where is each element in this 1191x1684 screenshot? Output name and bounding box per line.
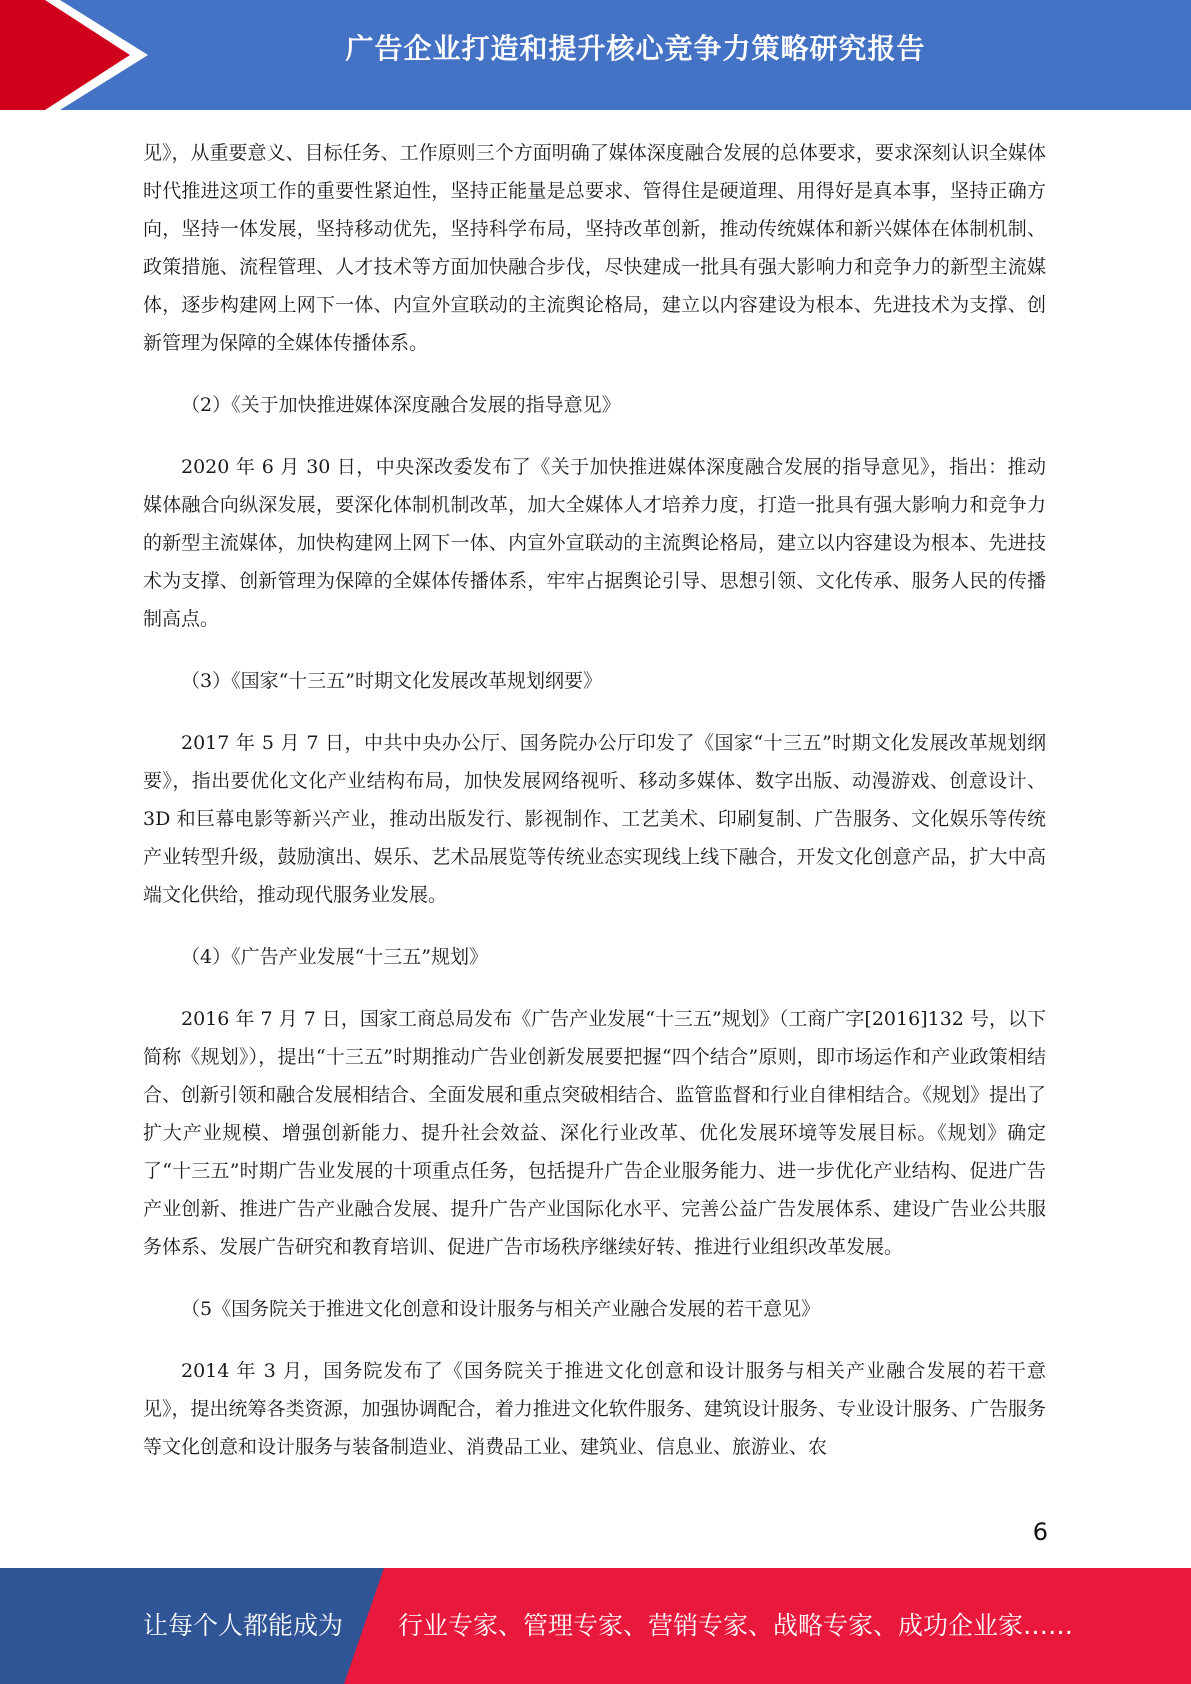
page-footer	[0, 1568, 1191, 1684]
section-heading-3: （3）《国家“十三五”时期文化发展改革规划纲要》	[181, 670, 603, 692]
footer-slogan-left: 让每个人都能成为	[143, 1611, 344, 1640]
paragraph-3: 2017 年 5 月 7 日，中共中央办公厅、国务院办公厅印发了《国家“十三五”时期文化发展改革规划纲要》，指出要优化文化产业结构布局，加快发展网络视听、移动多媒体、数字出版、动漫游戏、创意设计、3D 和巨幕电影等新兴产业，推动出版发行、影视制作、工艺美术、印刷复制、广告服务、文化娱乐等传统产业转型升级，鼓励演出、娱乐、艺术品展览等传统业态实现线上线下融合，开发文化创意产品，扩大中高端文化供给，推动现代服务业发展。	[143, 732, 1046, 906]
section-heading-2: （2）《关于加快推进媒体深度融合发展的指导意见》	[181, 394, 621, 416]
footer-slogan-right: 行业专家、管理专家、营销专家、战略专家、成功企业家……	[398, 1611, 1074, 1640]
section-heading-4: （4）《广告产业发展“十三五”规划》	[181, 946, 489, 968]
paragraph-4: 2016 年 7 月 7 日，国家工商总局发布《广告产业发展“十三五”规划》（工商广字[2016]132 号，以下简称《规划》），提出“十三五”时期推动广告业创新发展要把握“四个结合”原则，即市场运作和产业政策相结合、创新引领和融合发展相结合、全面发展和重点突破相结合、监管监督和行业自律相结合。《规划》提出了扩大产业规模、增强创新能力、提升社会效益、深化行业改革、优化发展环境等发展目标。《规划》确定了“十三五”时期广告业发展的十项重点任务，包括提升广告企业服务能力、进一步优化产业结构、促进广告产业创新、推进广告产业融合发展、提升广告产业国际化水平、完善公益广告发展体系、建设广告业公共服务体系、发展广告研究和教育培训、促进广告市场秩序继续好转、推进行业组织改革发展。	[143, 1008, 1046, 1258]
page-header	[0, 0, 1191, 110]
paragraph-5: 2014 年 3 月，国务院发布了《国务院关于推进文化创意和设计服务与相关产业融合发展的若干意见》，提出统筹各类资源，加强协调配合，着力推进文化软件服务、建筑设计服务、专业设计服务、广告服务等文化创意和设计服务与装备制造业、消费品工业、建筑业、信息业、旅游业、农	[143, 1360, 1046, 1458]
header-title: 广告企业打造和提升核心竞争力策略研究报告	[345, 32, 926, 65]
header-chevron-graphic	[0, 0, 160, 110]
page-number: 6	[1032, 1518, 1048, 1546]
section-heading-5: （5《国务院关于推进文化创意和设计服务与相关产业融合发展的若干意见》	[181, 1298, 821, 1320]
paragraph-2: 2020 年 6 月 30 日，中央深改委发布了《关于加快推进媒体深度融合发展的指导意见》，指出：推动媒体融合向纵深发展，要深化体制机制改革，加大全媒体人才培养力度，打造一批具有强大影响力和竞争力的新型主流媒体，加快构建网上网下一体、内宣外宣联动的主流舆论格局，建立以内容建设为根本、先进技术为支撑、创新管理为保障的全媒体传播体系，牢牢占据舆论引导、思想引领、文化传承、服务人民的传播制高点。	[143, 456, 1046, 630]
paragraph-1: 见》，从重要意义、目标任务、工作原则三个方面明确了媒体深度融合发展的总体要求，要求深刻认识全媒体时代推进这项工作的重要性紧迫性，坚持正能量是总要求、管得住是硬道理、用得好是真本事，坚持正确方向，坚持一体发展，坚持移动优先，坚持科学布局，坚持改革创新，推动传统媒体和新兴媒体在体制机制、政策措施、流程管理、人才技术等方面加快融合步伐，尽快建成一批具有强大影响力和竞争力的新型主流媒体，逐步构建网上网下一体、内宣外宣联动的主流舆论格局，建立以内容建设为根本、先进技术为支撑、创新管理为保障的全媒体传播体系。	[143, 142, 1046, 354]
document-body	[143, 134, 1046, 1490]
